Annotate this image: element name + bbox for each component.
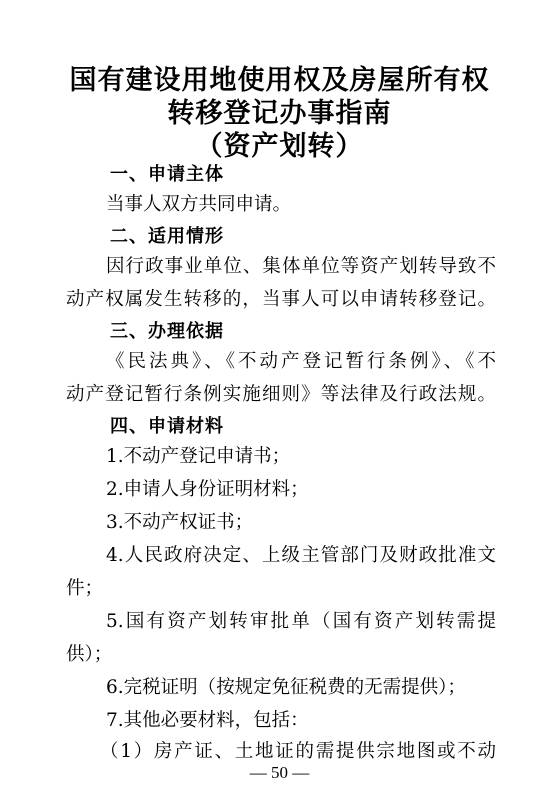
material-item-5-line-2: 供）； xyxy=(66,644,113,665)
title-line-2: 转移登记办事指南 xyxy=(167,98,392,129)
material-item-6: 6.完税证明（按规定免征税费的无需提供）； xyxy=(106,677,466,698)
material-item-2: 2.申请人身份证明材料； xyxy=(106,479,309,500)
material-item-3: 3.不动产权证书； xyxy=(106,512,254,533)
material-item-7-sub-1: （1）房产证、土地证的需提供宗地图或不动 xyxy=(100,741,496,762)
section-body-scope-line-1: 因行政事业单位、集体单位等资产划转导致不 xyxy=(106,256,496,277)
material-item-4-line-2: 件； xyxy=(66,578,104,599)
section-body-applicant: 当事人双方共同申请。 xyxy=(106,194,292,215)
section-body-basis-line-2: 动产登记暂行条例实施细则》等法律及行政法规。 xyxy=(66,384,496,405)
title-line-3: （资产划转） xyxy=(195,131,364,162)
material-item-4-line-1: 4.人民政府决定、上级主管部门及财政批准文 xyxy=(106,545,496,566)
section-heading-basis: 三、办理依据 xyxy=(110,321,224,342)
section-heading-materials: 四、申请材料 xyxy=(110,416,224,437)
material-item-5-line-1: 5.国有资产划转审批单（国有资产划转需提 xyxy=(106,611,496,632)
page-number: — 50 — xyxy=(249,763,310,782)
section-body-scope-line-2: 动产权属发生转移的，当事人可以申请转移登记。 xyxy=(66,289,496,310)
material-item-7: 7.其他必要材料，包括： xyxy=(106,710,309,731)
section-heading-scope: 二、适用情形 xyxy=(110,226,224,247)
section-heading-applicant: 一、申请主体 xyxy=(110,164,224,185)
title-line-1: 国有建设用地使用权及房屋所有权 xyxy=(69,65,490,96)
material-item-1: 1.不动产登记申请书； xyxy=(106,446,291,467)
section-body-basis-line-1: 《民法典》、《不动产登记暂行条例》、《不 xyxy=(106,351,496,372)
